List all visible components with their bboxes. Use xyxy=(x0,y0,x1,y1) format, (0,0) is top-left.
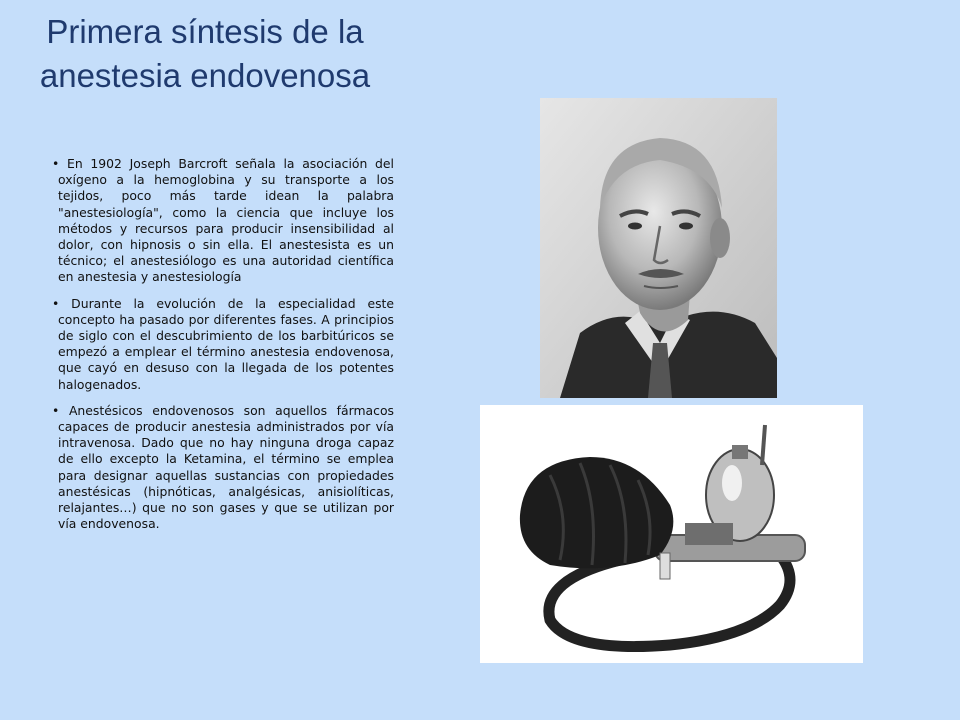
slide-title: Primera síntesis de la anestesia endovenosa xyxy=(39,13,371,94)
device-illustration xyxy=(480,405,863,663)
bullet-item: • Anestésicos endovenosos son aquellos fármacos capaces de producir anestesia administrados por vía intravenosa. Dado que no hay ninguna droga capaz de ello excepto la Ketamina, el término se emplea para designar aquellas sustancias con propiedades anestésicas (hipnóticas, analgésicas, anisiolíticas, relajantes…) que no son gases y que se utilizan por vía endovenosa. xyxy=(58,403,394,533)
bullet-item: • Durante la evolución de la especialidad este concepto ha pasado por diferentes fases. A principios de siglo con el descubrimiento de los barbitúricos se empezó a emplear el término anestesia endovenosa, que cayó en desuso con la llegada de los potentes halogenados. xyxy=(58,296,394,393)
bullet-list xyxy=(58,156,394,542)
portrait-photo xyxy=(540,98,777,398)
portrait-illustration xyxy=(540,98,777,398)
anesthesia-device-photo xyxy=(480,405,863,663)
bullet-item: • En 1902 Joseph Barcroft señala la asociación del oxígeno a la hemoglobina y su transporte a los tejidos, poco más tarde idean la palabra "anestesiología", como la ciencia que incluye los métodos y recursos para producir insensibilidad al dolor, con hipnosis o sin ella. El anestesista es un técnico; el anestesiólogo es una autoridad científica en anestesia y anestesiología xyxy=(58,156,394,286)
